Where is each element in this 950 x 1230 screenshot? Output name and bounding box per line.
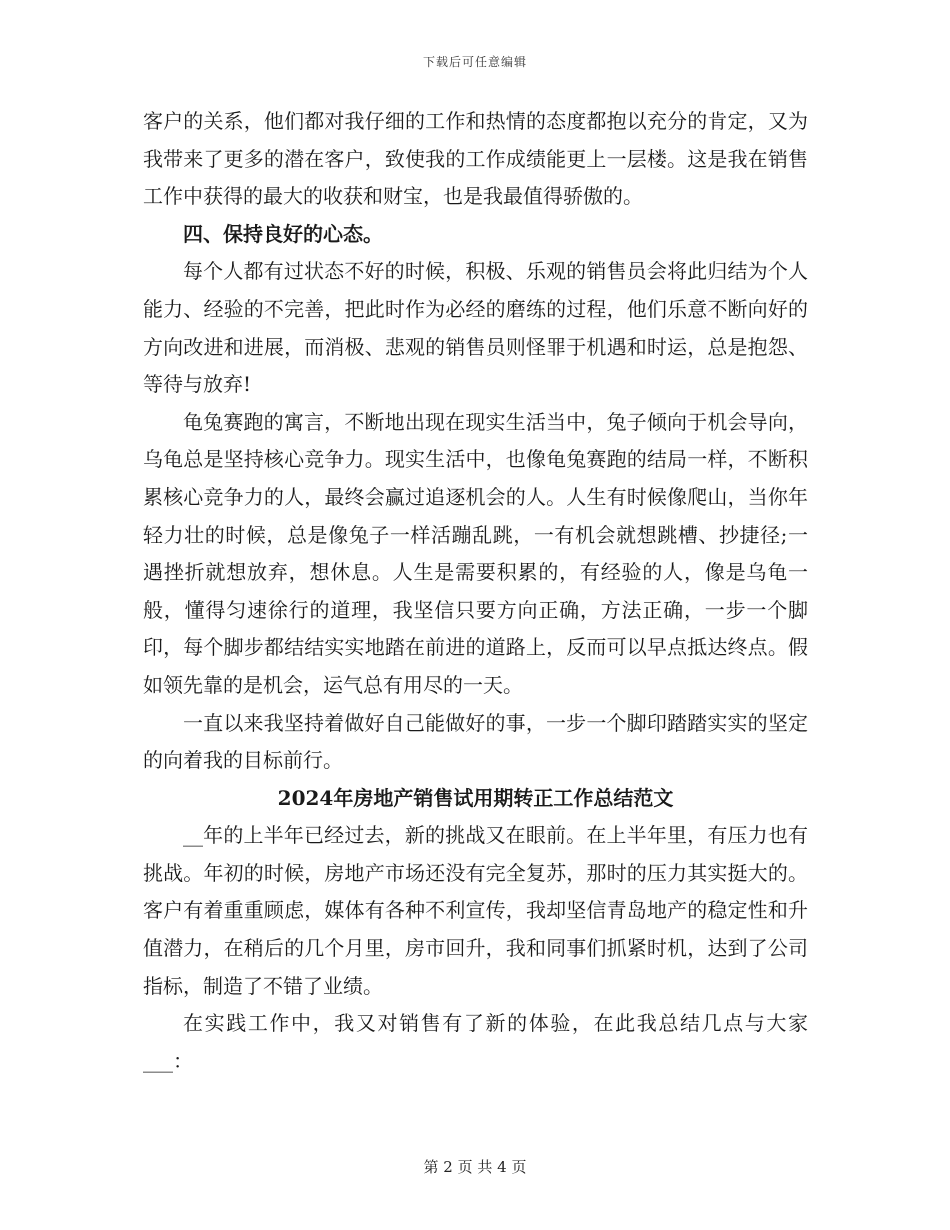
page-header: 下载后可任意编辑 (422, 55, 527, 69)
paragraph-fable: 龟兔赛跑的寓言，不断地出现在现实生活当中，兔子倾向于机会导向，乌龟总是坚持核心竞争力。现实生活中，也像龟兔赛跑的结局一样，不断积累核心竞争力的人，最终会赢过追逐机会的人。人生有时候像爬山，当你年轻力壮的时候，总是像兔子一样活蹦乱跳，一有机会就想跳槽、抄捷径;一遇挫折就想放弃，想休息。人生是需要积累的，有经验的人，像是乌龟一般，懂得匀速徐行的道理，我坚信只要方向正确，方法正确，一步一个脚印，每个脚步都结结实实地踏在前进的道路上，反而可以早点抵达终点。假如领先靠的是机会，运气总有用尽的一天。 (143, 409, 808, 697)
page-footer: 第 2 页 共 4 页 (423, 1158, 527, 1176)
paragraph-persistence: 一直以来我坚持着做好自己能做好的事，一步一个脚印踏踏实实的坚定的向着我的目标前行。 (143, 710, 808, 773)
paragraph-continuation: 客户的关系，他们都对我仔细的工作和热情的态度都抱以充分的肯定，又为我带来了更多的潜在客户，致使我的工作成绩能更上一层楼。这是我在销售工作中获得的最大的收获和财宝，也是我最值得骄傲的。 (143, 109, 808, 209)
section-heading: 四、保持良好的心态。 (183, 221, 383, 246)
paragraph-half-year: __年的上半年已经过去，新的挑战又在眼前。在上半年里，有压力也有挑战。年初的时候，房地产市场还没有完全复苏，那时的压力其实挺大的。客户有着重重顾虑，媒体有各种不利宣传，我却坚信青岛地产的稳定性和升值潜力，在稍后的几个月里，房市回升，我和同事们抓紧时机，达到了公司指标，制造了不错了业绩。 (143, 823, 808, 998)
document-title: 2024年房地产销售试用期转正工作总结范文 (277, 785, 674, 810)
paragraph-mindset: 每个人都有过状态不好的时候，积极、乐观的销售员会将此归结为个人能力、经验的不完善，把此时作为必经的磨练的过程，他们乐意不断向好的方向改进和进展，而消极、悲观的销售员则怪罪于机遇和时运，总是抱怨、等待与放弃! (143, 259, 808, 397)
document-body (143, 103, 808, 1080)
paragraph-experience: 在实践工作中，我又对销售有了新的体验，在此我总结几点与大家___： (143, 1011, 808, 1073)
